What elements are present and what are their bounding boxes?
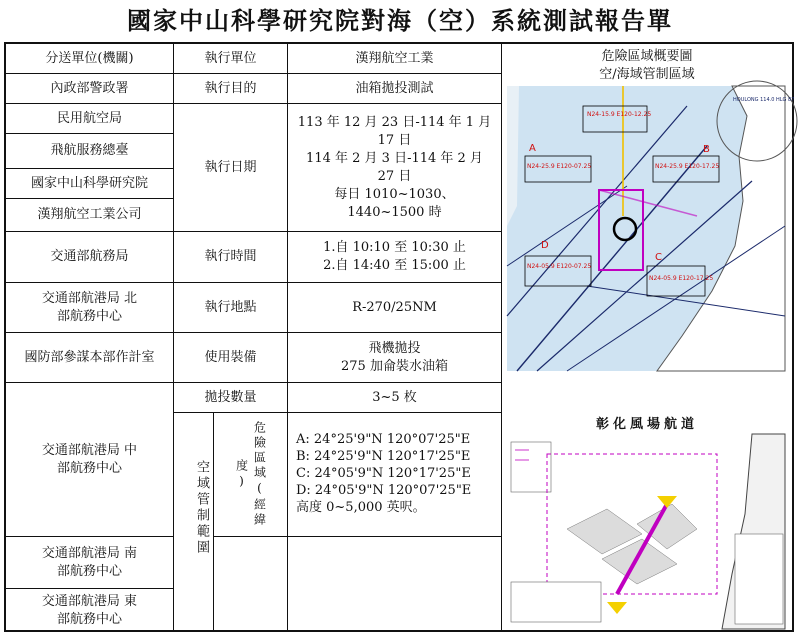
danger-area-label: 危險區域(經緯度) — [214, 413, 288, 537]
equip-line: 275 加侖裝水油箱 — [341, 358, 448, 374]
date-value — [288, 104, 502, 232]
exec-unit-label: 執行單位 — [174, 44, 288, 74]
recipient-item: 交通部航港局 南部航務中心 — [6, 537, 174, 589]
date-line: 27 日 — [377, 168, 412, 184]
date-line: 114 年 2 月 3 日-114 年 2 月 — [306, 150, 483, 166]
coord-line: A: 24°25'9"N 120°07'25"E — [296, 432, 471, 447]
date-line: 每日 1010~1030、 — [334, 186, 455, 202]
map-column — [502, 44, 795, 632]
recipient-item: 民用航空局 — [6, 104, 174, 134]
recipient-item: 漢翔航空工業公司 — [6, 199, 174, 232]
time-label: 執行時間 — [174, 232, 288, 283]
report-table — [4, 42, 794, 632]
recipient-item: 國防部參謀本部作計室 — [6, 333, 174, 383]
corner-box-label: N24-25.9 E120-07.25 — [527, 163, 592, 170]
date-line: 17 日 — [377, 132, 412, 148]
corner-box-label: N24-15.9 E120-12.25 — [587, 111, 652, 118]
map-title: 危險區域概要圖 — [601, 49, 693, 64]
scope-label — [174, 413, 214, 632]
empty-cell — [214, 537, 288, 632]
coord-line: D: 24°05'9"N 120°07'25"E — [296, 483, 472, 498]
wind-farm-map — [507, 434, 785, 629]
recipients-header: 分送單位(機關) — [6, 44, 174, 74]
recipient-item: 交通部航務局 — [6, 232, 174, 283]
houlong-label: HOULONG 114.0 HLG 87 — [733, 97, 795, 103]
recipient-item: 交通部航港局 中部航務中心 — [6, 383, 174, 537]
time-line: 1.自 10:10 至 10:30 止 — [323, 240, 466, 255]
empty-cell — [288, 537, 502, 632]
purpose-label: 執行目的 — [174, 74, 288, 104]
equip-label: 使用裝備 — [174, 333, 288, 383]
coord-line: C: 24°05'9"N 120°17'25"E — [296, 466, 471, 481]
danger-coords — [288, 413, 502, 537]
corner-box-label: N24-05.9 E120-17.25 — [649, 275, 714, 282]
corner-label-c: C — [655, 252, 662, 263]
danger-zone-map — [507, 86, 795, 371]
corner-box-label: N24-05.9 E120-07.25 — [527, 263, 592, 270]
time-value — [288, 232, 502, 283]
recipient-item: 內政部警政署 — [6, 74, 174, 104]
equip-line: 飛機拋投 — [368, 340, 421, 356]
report-title: 國家中山科學研究院對海（空）系統測試報告單 — [127, 6, 673, 35]
date-label: 執行日期 — [174, 104, 288, 232]
corner-label-b: B — [703, 144, 710, 155]
purpose-value: 油箱拋投測試 — [288, 74, 502, 104]
qty-label: 拋投數量 — [174, 383, 288, 413]
equip-value — [288, 333, 502, 383]
corner-label-d: D — [541, 240, 549, 251]
corner-box-label: N24-25.9 E120-17.25 — [655, 163, 720, 170]
corner-label-a: A — [529, 143, 536, 154]
date-line: 1440~1500 時 — [347, 204, 442, 220]
wind-farm-title: 彰化風場航道 — [595, 417, 698, 432]
place-value: R-270/25NM — [288, 283, 502, 333]
recipient-item: 交通部航港局 東部航務中心 — [6, 589, 174, 632]
exec-unit-value: 漢翔航空工業 — [288, 44, 502, 74]
scope-label-text: 空域管制範圍 — [194, 459, 209, 556]
qty-value: 3~5 枚 — [288, 383, 502, 413]
recipient-item: 交通部航港局 北部航務中心 — [6, 283, 174, 333]
place-label: 執行地點 — [174, 283, 288, 333]
recipient-item: 國家中山科學研究院 — [6, 169, 174, 199]
coord-line: 高度 0~5,000 英呎。 — [296, 500, 426, 515]
map-subtitle: 空/海域管制區域 — [599, 67, 695, 82]
coord-line: B: 24°25'9"N 120°17'25"E — [296, 449, 471, 464]
recipient-item: 飛航服務總臺 — [6, 134, 174, 169]
date-line: 113 年 12 月 23 日-114 年 1 月 — [297, 114, 492, 130]
time-line: 2.自 14:40 至 15:00 止 — [323, 258, 466, 273]
